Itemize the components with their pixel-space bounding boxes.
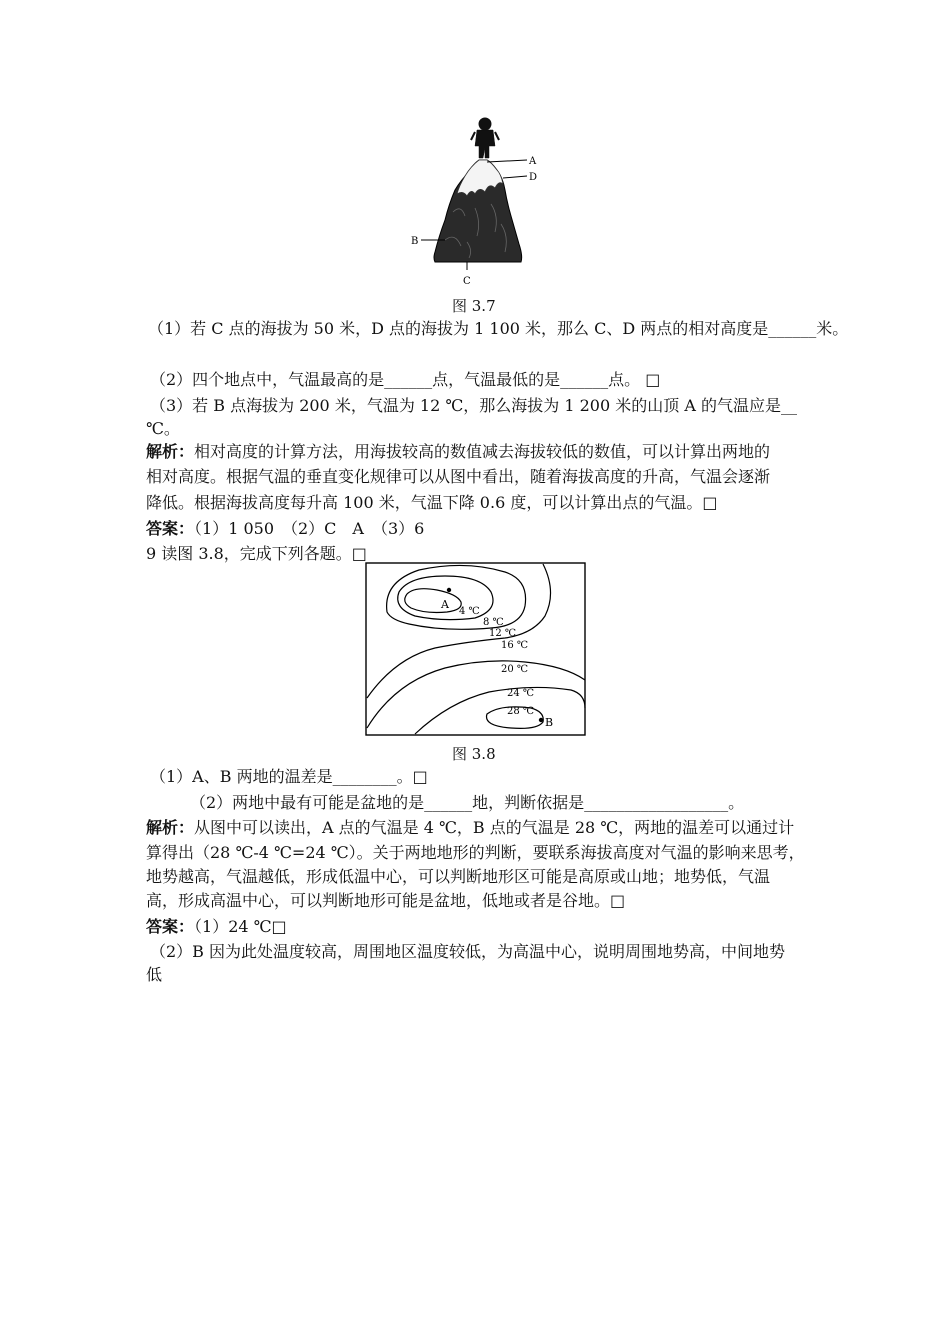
q9-title: 9 读图 3.8，完成下列各题。□ (146, 544, 367, 563)
isotherm-label-4: 4 ℃ (459, 606, 480, 617)
answer-text: （1）24 ℃□ (194, 917, 287, 936)
analysis-text: 相对高度的计算方法，用海拔较高的数值减去海拔较低的数值，可以计算出两地的 (194, 442, 771, 461)
q9-analysis-line1 (146, 817, 794, 839)
q9-answer-part2-line1: （2）B 因为此处温度较高，周围地区温度较低，为高温中心，说明周围地势高，中间地势 (150, 942, 786, 961)
point-a-label: A (441, 598, 449, 611)
isotherm-label-8: 8 ℃ (483, 617, 504, 628)
climber-figure (471, 118, 499, 158)
figure-3-7-mountain (405, 112, 555, 292)
label-d: D (529, 172, 538, 183)
label-b: B (411, 236, 419, 247)
isotherm-label-20: 20 ℃ (501, 664, 529, 675)
isotherm-label-12: 12 ℃ (489, 628, 517, 639)
q9-analysis-line4: 高，形成高温中心，可以判断地形可能是盆地，低地或者是谷地。□ (146, 891, 626, 910)
label-a: A (529, 156, 537, 167)
isotherm-label-28: 28 ℃ (507, 706, 535, 717)
point-b-marker (539, 718, 543, 722)
map-frame (366, 563, 585, 735)
answer-label: 答案： (146, 519, 195, 538)
q8-part3-unit: ℃。 (146, 419, 180, 438)
figure-3-8-isotherm-map (365, 562, 587, 738)
q9-part2: （2）两地中最有可能是盆地的是______地，判断依据是__________________。 (190, 793, 745, 812)
q9-analysis-line3: 地势越高，气温越低，形成低温中心，可以判断地形区可能是高原或山地；地势低，气温 (146, 867, 771, 886)
answer-text: （1）1 050 （2）C A （3）6 (194, 519, 425, 538)
q8-part1: （1）若 C 点的海拔为 50 米，D 点的海拔为 1 100 米，那么 C、D 两点的相对高度是______米。 (148, 319, 849, 338)
q8-part2: （2）四个地点中，气温最高的是______点，气温最低的是______点。 □ (150, 370, 661, 389)
answer-label: 答案： (146, 917, 195, 936)
isotherm-label-16: 16 ℃ (501, 640, 529, 651)
analysis-label: 解析： (146, 818, 195, 837)
q8-analysis-line3: 降低。根据海拔高度每升高 100 米，气温下降 0.6 度，可以计算出点的气温。□ (146, 493, 718, 512)
q9-answer (146, 916, 287, 938)
analysis-text: 从图中可以读出，A 点的气温是 4 ℃，B 点的气温是 28 ℃，两地的温差可以通过计 (194, 818, 795, 837)
q9-part1: （1）A、B 两地的温差是________。□ (150, 767, 428, 786)
figure-3-7-caption: 图 3.7 (452, 297, 496, 315)
q8-part3: （3）若 B 点海拔为 200 米，气温为 12 ℃，那么海拔为 1 200 米的山顶 A 的气温应是__ (150, 396, 797, 415)
q8-analysis-line2: 相对高度。根据气温的垂直变化规律可以从图中看出，随着海拔高度的升高，气温会逐渐 (146, 467, 771, 486)
isotherm-label-24: 24 ℃ (507, 688, 535, 699)
point-b-label: B (545, 716, 554, 729)
q8-analysis-line1 (146, 441, 770, 463)
q8-answer (146, 518, 424, 540)
q9-analysis-line2: 算得出（28 ℃-4 ℃=24 ℃）。关于两地地形的判断，要联系海拔高度对气温的影响来思考， (146, 843, 805, 862)
figure-3-8-caption: 图 3.8 (452, 745, 496, 763)
analysis-label: 解析： (146, 442, 195, 461)
point-a-marker (447, 588, 451, 592)
label-c: C (463, 276, 471, 287)
q9-answer-part2-line2: 低 (146, 965, 163, 984)
